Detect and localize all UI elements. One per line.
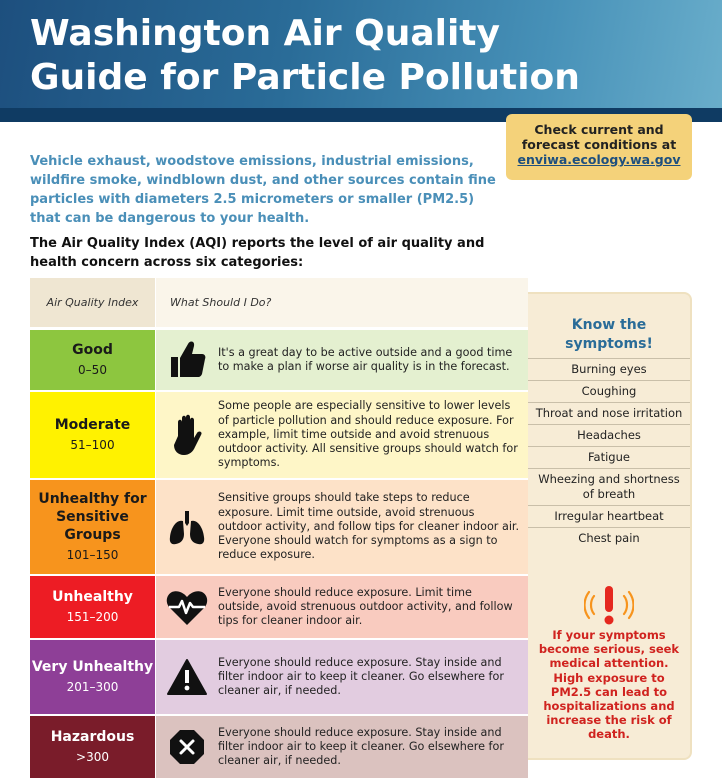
aqi-row-unhealthy bbox=[30, 576, 528, 638]
hand-stop-icon bbox=[156, 414, 218, 456]
action-cell bbox=[156, 716, 528, 778]
symptom-list bbox=[528, 358, 690, 549]
category-cell bbox=[30, 392, 155, 478]
category-cell bbox=[30, 640, 155, 714]
category-name: Moderate bbox=[54, 417, 131, 433]
symptom-item: Chest pain bbox=[578, 531, 640, 545]
action-text: Everyone should reduce exposure. Stay inside and filter indoor air to keep it cleaner. Go elsewhere for cleaner air, if needed. bbox=[218, 725, 504, 768]
check-box-line-1: Check current and bbox=[534, 122, 664, 137]
action-text: Everyone should reduce exposure. Stay inside and filter indoor air to keep it cleaner. Go elsewhere for cleaner air, if needed. bbox=[218, 655, 504, 698]
header-index-label: Air Quality Index bbox=[46, 296, 139, 309]
category-range: 101–150 bbox=[66, 548, 119, 562]
lungs-icon bbox=[156, 507, 218, 547]
symptom-item: Headaches bbox=[528, 425, 690, 447]
symptom-item: Throat and nose irritation bbox=[528, 403, 690, 425]
category-range: 0–50 bbox=[78, 363, 107, 377]
warning-text: If your symptoms become serious, seek medical attention. High exposure to PM2.5 can lead to hospitalizations and increase the risk of death. bbox=[538, 628, 680, 742]
action-text: Everyone should reduce exposure. Limit time outside, avoid strenuous outdoor activity, and follow tips for cleaner indoor air. bbox=[218, 585, 513, 628]
aqi-row-moderate bbox=[30, 392, 528, 478]
symptom-item: Wheezing and shortness of breath bbox=[528, 469, 690, 506]
category-name: Hazardous bbox=[50, 729, 135, 745]
action-cell bbox=[156, 576, 528, 638]
warning-triangle-icon bbox=[156, 658, 218, 696]
action-text: Some people are especially sensitive to lower levels of particle pollution and should reduce exposure. For example, limit time outside and avoid strenuous outdoor activity. All sensitive groups should watch for symptoms. bbox=[218, 399, 518, 470]
enviwa-link[interactable]: enviwa.ecology.wa.gov bbox=[517, 152, 681, 167]
action-cell bbox=[156, 480, 528, 574]
category-cell bbox=[30, 576, 155, 638]
x-octagon-icon bbox=[156, 729, 218, 765]
aqi-row-very-unhealthy bbox=[30, 640, 528, 714]
symptoms-title bbox=[528, 316, 690, 354]
aqi-row-hazardous bbox=[30, 716, 528, 778]
category-name: Unhealthy bbox=[52, 589, 133, 605]
category-range: 51–100 bbox=[70, 438, 115, 452]
category-cell bbox=[30, 716, 155, 778]
alert-exclamation-icon bbox=[584, 584, 634, 626]
header-action-cell bbox=[156, 278, 528, 327]
check-conditions-box bbox=[506, 114, 692, 180]
aqi-row-usg bbox=[30, 480, 528, 574]
page-title bbox=[30, 12, 690, 100]
category-name: Very Unhealthy bbox=[31, 659, 154, 675]
action-cell bbox=[156, 330, 528, 390]
action-cell bbox=[156, 392, 528, 478]
category-name: Unhealthy for Sensitive Groups bbox=[38, 491, 147, 543]
category-range: >300 bbox=[76, 750, 109, 764]
aqi-intro-paragraph: The Air Quality Index (AQI) reports the level of air quality and health concern across six categories: bbox=[30, 236, 485, 270]
category-cell bbox=[30, 480, 155, 574]
category-range: 201–300 bbox=[66, 680, 119, 694]
category-range: 151–200 bbox=[66, 610, 119, 624]
symptoms-title-text: Know the symptoms! bbox=[565, 317, 653, 352]
symptom-item: Irregular heartbeat bbox=[528, 506, 690, 528]
page-title-line-1: Washington Air Quality bbox=[30, 13, 500, 54]
table-header-row bbox=[30, 278, 528, 327]
page-title-line-2: Guide for Particle Pollution bbox=[30, 57, 580, 98]
symptom-item: Burning eyes bbox=[528, 358, 690, 381]
symptom-item: Coughing bbox=[528, 381, 690, 403]
symptom-item: Fatigue bbox=[528, 447, 690, 469]
header-action-label: What Should I Do? bbox=[170, 296, 272, 309]
action-cell bbox=[156, 640, 528, 714]
action-text: It's a great day to be active outside and a good time to make a plan if worse air quality is in the forecast. bbox=[218, 345, 513, 373]
symptoms-sidebar bbox=[528, 292, 692, 760]
category-name: Good bbox=[72, 342, 113, 358]
category-cell bbox=[30, 330, 155, 390]
heartbeat-icon bbox=[156, 587, 218, 627]
intro-paragraph: Vehicle exhaust, woodstove emissions, industrial emissions, wildfire smoke, windblown dust, and other sources contain fine particles with diameters 2.5 micrometers or smaller (PM2.5) that can be dangerous to your health. bbox=[30, 154, 496, 226]
thumbs-up-icon bbox=[156, 339, 218, 381]
header-index-cell bbox=[30, 278, 155, 327]
action-text: Sensitive groups should take steps to reduce exposure. Limit time outside, avoid strenuous outdoor activity, and follow tips for cleaner indoor air. Everyone should watch for symptoms as a sign to reduce exposure. bbox=[218, 491, 520, 562]
check-box-line-2: forecast conditions at bbox=[521, 137, 677, 152]
aqi-row-good bbox=[30, 330, 528, 390]
